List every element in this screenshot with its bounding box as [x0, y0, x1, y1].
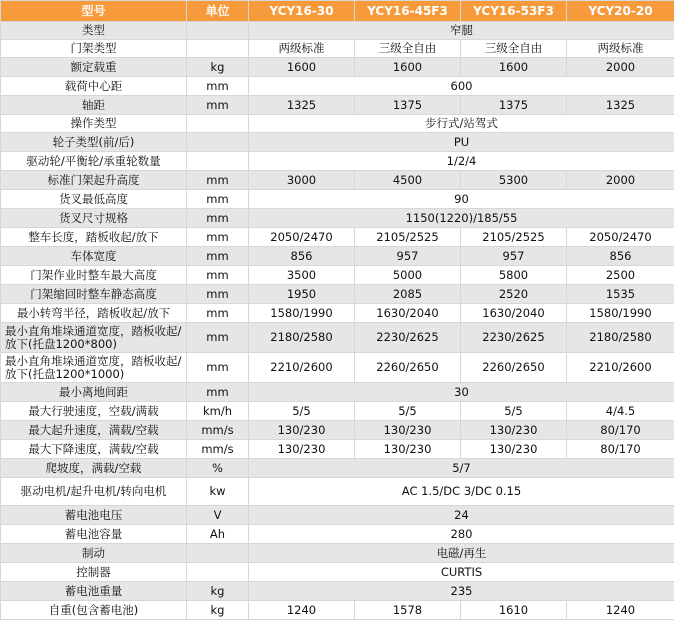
- spec-value: 1610: [461, 601, 567, 620]
- spec-name: 最大下降速度，满载/空载: [1, 440, 187, 459]
- spec-unit: kw: [187, 478, 249, 506]
- spec-unit: mm/s: [187, 440, 249, 459]
- spec-value: 856: [567, 247, 674, 266]
- table-row: [1, 22, 674, 40]
- spec-value: 2180/2580: [249, 323, 355, 353]
- spec-name: 整车长度，踏板收起/放下: [1, 228, 187, 247]
- spec-value: 130/230: [355, 421, 461, 440]
- spec-unit: mm: [187, 96, 249, 115]
- spec-value: 两级标准: [567, 40, 674, 58]
- spec-value-all-models: 电磁/再生: [249, 544, 674, 563]
- spec-value-all-models: 1150(1220)/185/55: [249, 209, 674, 228]
- spec-unit: [187, 152, 249, 171]
- spec-value: 2230/2625: [355, 323, 461, 353]
- spec-name: 门架作业时整车最大高度: [1, 266, 187, 285]
- header-model: 型号: [1, 1, 187, 22]
- spec-unit: mm: [187, 285, 249, 304]
- spec-value: 2000: [567, 171, 674, 190]
- spec-value: 1375: [461, 96, 567, 115]
- spec-name: 控制器: [1, 563, 187, 582]
- spec-value: 130/230: [461, 421, 567, 440]
- spec-value: 1375: [355, 96, 461, 115]
- spec-name: 最小直角堆垛通道宽度，踏板收起/放下(托盘1200*1000): [1, 353, 187, 383]
- spec-value: 2210/2600: [567, 353, 674, 383]
- spec-value: 2520: [461, 285, 567, 304]
- spec-name: 门架缩回时整车静态高度: [1, 285, 187, 304]
- spec-value: 5/5: [461, 402, 567, 421]
- spec-value: 1580/1990: [567, 304, 674, 323]
- spec-unit: kg: [187, 58, 249, 77]
- spec-unit: [187, 22, 249, 40]
- spec-value: 1240: [249, 601, 355, 620]
- spec-value: 5/5: [249, 402, 355, 421]
- spec-name: 额定载重: [1, 58, 187, 77]
- spec-name: 蓄电池容量: [1, 525, 187, 544]
- spec-name: 最大起升速度，满载/空载: [1, 421, 187, 440]
- spec-name: 货叉最低高度: [1, 190, 187, 209]
- spec-unit: mm: [187, 77, 249, 96]
- spec-value: 两级标准: [249, 40, 355, 58]
- spec-value: 4500: [355, 171, 461, 190]
- spec-value: 80/170: [567, 440, 674, 459]
- table-row: [1, 209, 674, 228]
- spec-value: 三级全自由: [355, 40, 461, 58]
- spec-name: 自重(包含蓄电池): [1, 601, 187, 620]
- table-row: [1, 133, 674, 152]
- spec-value: 130/230: [249, 421, 355, 440]
- spec-unit: mm: [187, 323, 249, 353]
- spec-unit: [187, 40, 249, 58]
- table-row: [1, 152, 674, 171]
- spec-value: 130/230: [355, 440, 461, 459]
- spec-value: 2000: [567, 58, 674, 77]
- table-row: [1, 190, 674, 209]
- table-row: [1, 171, 674, 190]
- spec-unit: [187, 133, 249, 152]
- spec-name: 最小直角堆垛通道宽度，踏板收起/放下(托盘1200*800): [1, 323, 187, 353]
- spec-value-all-models: 步行式/站驾式: [249, 115, 674, 133]
- spec-name: 类型: [1, 22, 187, 40]
- header-ycy16-30: YCY16-30: [249, 1, 355, 22]
- spec-unit: mm: [187, 228, 249, 247]
- table-row: [1, 402, 674, 421]
- spec-value: 2210/2600: [249, 353, 355, 383]
- spec-name: 最大行驶速度，空载/满载: [1, 402, 187, 421]
- spec-value-all-models: AC 1.5/DC 3/DC 0.15: [249, 478, 674, 506]
- table-row: [1, 266, 674, 285]
- spec-value: 2105/2525: [461, 228, 567, 247]
- spec-name: 驱动电机/起升电机/转向电机: [1, 478, 187, 506]
- spec-unit: %: [187, 459, 249, 478]
- spec-name: 车体宽度: [1, 247, 187, 266]
- table-row: [1, 353, 674, 383]
- table-row: [1, 96, 674, 115]
- spec-value: 1950: [249, 285, 355, 304]
- spec-value: 3000: [249, 171, 355, 190]
- spec-unit: Ah: [187, 525, 249, 544]
- spec-unit: mm: [187, 247, 249, 266]
- spec-value: 957: [461, 247, 567, 266]
- spec-unit: mm: [187, 383, 249, 402]
- spec-name: 货叉尺寸规格: [1, 209, 187, 228]
- spec-value: 2180/2580: [567, 323, 674, 353]
- spec-value: 1240: [567, 601, 674, 620]
- table-row: [1, 247, 674, 266]
- table-row: [1, 40, 674, 58]
- spec-unit: [187, 115, 249, 133]
- table-row: [1, 304, 674, 323]
- header-ycy20-20: YCY20-20: [567, 1, 674, 22]
- spec-unit: mm: [187, 266, 249, 285]
- spec-value: 130/230: [461, 440, 567, 459]
- spec-value: 1578: [355, 601, 461, 620]
- spec-value: 三级全自由: [461, 40, 567, 58]
- spec-name: 操作类型: [1, 115, 187, 133]
- spec-value: 5/5: [355, 402, 461, 421]
- spec-value: 2260/2650: [461, 353, 567, 383]
- spec-unit: km/h: [187, 402, 249, 421]
- spec-value: 5800: [461, 266, 567, 285]
- table-row: [1, 115, 674, 133]
- spec-value-all-models: 5/7: [249, 459, 674, 478]
- table-row: [1, 228, 674, 247]
- spec-value: 856: [249, 247, 355, 266]
- spec-value-all-models: PU: [249, 133, 674, 152]
- table-row: [1, 506, 674, 525]
- spec-value: 1600: [355, 58, 461, 77]
- spec-value-all-models: 235: [249, 582, 674, 601]
- table-row: [1, 77, 674, 96]
- spec-name: 最小转弯半径，踏板收起/放下: [1, 304, 187, 323]
- spec-value: 2230/2625: [461, 323, 567, 353]
- header-ycy16-53f3: YCY16-53F3: [461, 1, 567, 22]
- spec-value: 1600: [461, 58, 567, 77]
- spec-value-all-models: CURTIS: [249, 563, 674, 582]
- spec-value: 1580/1990: [249, 304, 355, 323]
- spec-unit: mm: [187, 171, 249, 190]
- spec-name: 最小离地间距: [1, 383, 187, 402]
- table-row: [1, 563, 674, 582]
- header-ycy16-45f3: YCY16-45F3: [355, 1, 461, 22]
- spec-value-all-models: 24: [249, 506, 674, 525]
- spec-name: 蓄电池重量: [1, 582, 187, 601]
- table-row: [1, 478, 674, 506]
- spec-unit: mm: [187, 353, 249, 383]
- table-row: [1, 421, 674, 440]
- spec-table-body: [1, 1, 674, 620]
- spec-name: 标准门架起升高度: [1, 171, 187, 190]
- spec-value: 2050/2470: [249, 228, 355, 247]
- spec-value: 5300: [461, 171, 567, 190]
- table-row: [1, 58, 674, 77]
- spec-name: 蓄电池电压: [1, 506, 187, 525]
- spec-value: 5000: [355, 266, 461, 285]
- spec-unit: V: [187, 506, 249, 525]
- spec-value: 957: [355, 247, 461, 266]
- table-row: [1, 383, 674, 402]
- spec-name: 爬坡度，满载/空载: [1, 459, 187, 478]
- spec-value: 2105/2525: [355, 228, 461, 247]
- spec-name: 轮子类型(前/后): [1, 133, 187, 152]
- spec-value: 80/170: [567, 421, 674, 440]
- spec-value: 2085: [355, 285, 461, 304]
- table-row: [1, 601, 674, 620]
- spec-value: 130/230: [249, 440, 355, 459]
- spec-value-all-models: 90: [249, 190, 674, 209]
- spec-unit: [187, 544, 249, 563]
- spec-unit: kg: [187, 601, 249, 620]
- table-row: [1, 544, 674, 563]
- table-header-row: [1, 1, 674, 22]
- spec-value: 4/4.5: [567, 402, 674, 421]
- spec-unit: kg: [187, 582, 249, 601]
- spec-value: 1325: [249, 96, 355, 115]
- table-row: [1, 323, 674, 353]
- spec-unit: mm/s: [187, 421, 249, 440]
- spec-value: 3500: [249, 266, 355, 285]
- spec-value: 1630/2040: [461, 304, 567, 323]
- spec-unit: [187, 563, 249, 582]
- table-row: [1, 285, 674, 304]
- spec-value-all-models: 1/2/4: [249, 152, 674, 171]
- spec-unit: mm: [187, 190, 249, 209]
- spec-value: 1630/2040: [355, 304, 461, 323]
- table-row: [1, 440, 674, 459]
- spec-name: 轴距: [1, 96, 187, 115]
- spec-name: 门架类型: [1, 40, 187, 58]
- spec-value-all-models: 280: [249, 525, 674, 544]
- spec-value-all-models: 30: [249, 383, 674, 402]
- spec-value-all-models: 600: [249, 77, 674, 96]
- table-row: [1, 525, 674, 544]
- spec-value: 2260/2650: [355, 353, 461, 383]
- table-row: [1, 459, 674, 478]
- spec-value: 1325: [567, 96, 674, 115]
- spec-name: 驱动轮/平衡轮/承重轮数量: [1, 152, 187, 171]
- header-unit: 单位: [187, 1, 249, 22]
- spec-unit: mm: [187, 304, 249, 323]
- spec-value: 2050/2470: [567, 228, 674, 247]
- table-row: [1, 582, 674, 601]
- spec-value-all-models: 窄腿: [249, 22, 674, 40]
- spec-value: 2500: [567, 266, 674, 285]
- spec-value: 1535: [567, 285, 674, 304]
- spec-name: 载荷中心距: [1, 77, 187, 96]
- spec-value: 1600: [249, 58, 355, 77]
- spec-unit: mm: [187, 209, 249, 228]
- spec-name: 制动: [1, 544, 187, 563]
